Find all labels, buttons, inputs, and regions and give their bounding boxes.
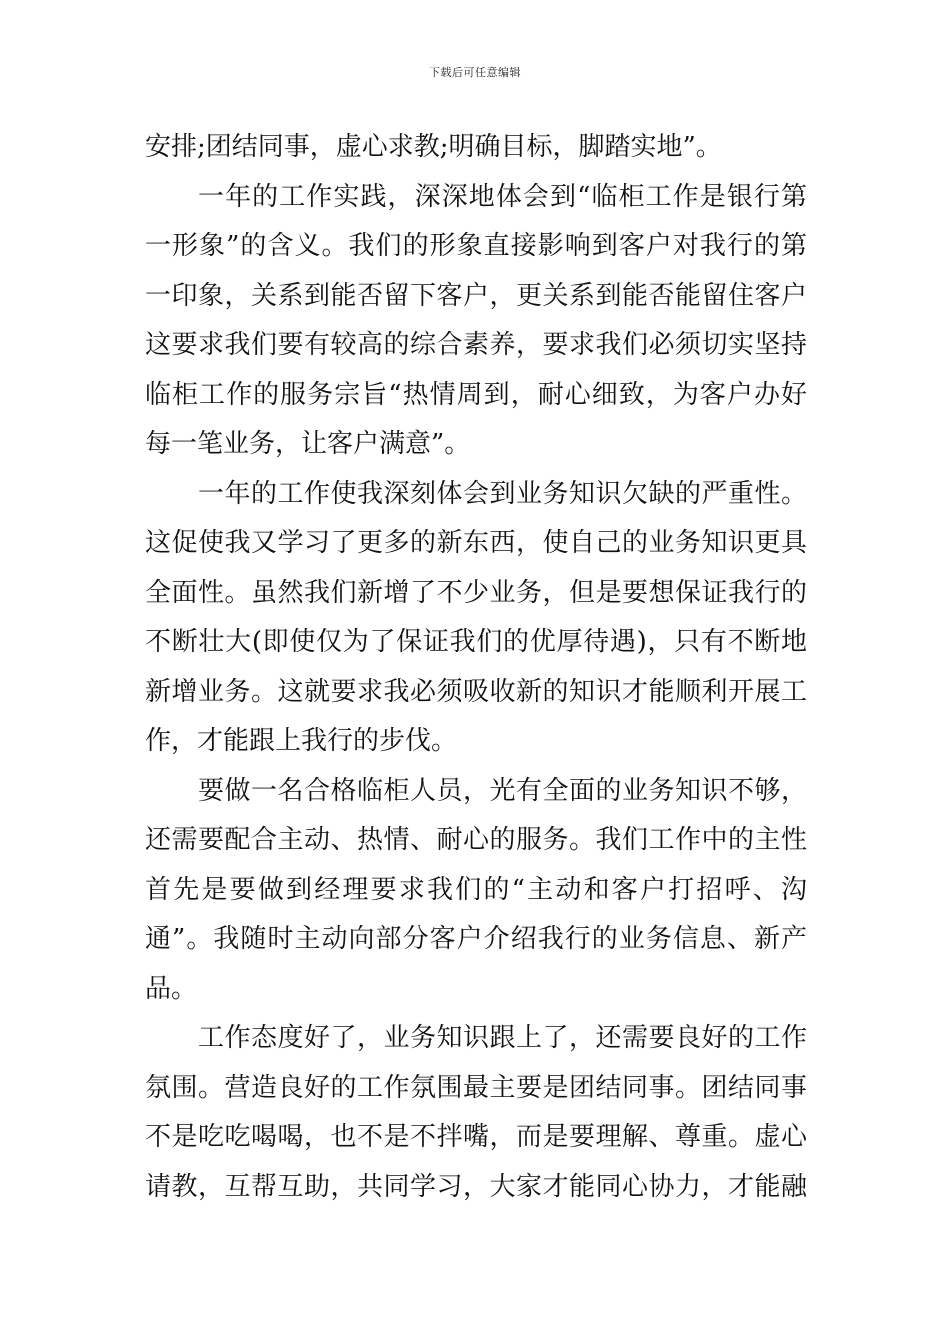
text-line: 首先是要做到经理要求我们的“主动和客户打招呼、沟 [145, 874, 807, 905]
text-line: 一印象，关系到能否留下客户，更关系到能否能留住客户 [145, 280, 807, 311]
text-line: 要做一名合格临柜人员，光有全面的业务知识不够， [198, 775, 807, 806]
page-header: 下载后可任意编辑 [429, 66, 521, 79]
text-line: 还需要配合主动、热情、耐心的服务。我们工作中的主性 [145, 825, 807, 855]
text-line: 临柜工作的服务宗旨“热情周到，耐心细致，为客户办好 [145, 379, 807, 410]
text-line: 一年的工作使我深刻体会到业务知识欠缺的严重性。 [198, 478, 807, 509]
text-line: 安排;团结同事，虚心求教;明确目标，脚踏实地”。 [145, 132, 722, 162]
text-line: 一年的工作实践，深深地体会到“临柜工作是银行第 [198, 181, 807, 212]
text-line: 请教，互帮互助，共同学习，大家才能同心协力，才能融 [145, 1171, 807, 1202]
text-line: 每一笔业务，让客户满意”。 [145, 429, 471, 459]
text-line: 工作态度好了，业务知识跟上了，还需要良好的工作 [198, 1023, 807, 1053]
text-line: 这要求我们要有较高的综合素养，要求我们必须切实坚持 [145, 330, 807, 360]
text-line: 新增业务。这就要求我必须吸收新的知识才能顺利开展工 [145, 676, 807, 707]
text-line: 氛围。营造良好的工作氛围最主要是团结同事。团结同事 [145, 1072, 807, 1103]
document-body [145, 130, 807, 1219]
text-line: 通”。我随时主动向部分客户介绍我行的业务信息、新产 [145, 924, 807, 954]
text-line: 品。 [145, 973, 198, 1004]
text-line: 一形象”的含义。我们的形象直接影响到客户对我行的第 [145, 231, 807, 261]
text-line: 作，才能跟上我行的步伐。 [145, 726, 458, 756]
text-line: 全面性。虽然我们新增了不少业务，但是要想保证我行的 [145, 577, 807, 608]
text-line: 这促使我又学习了更多的新东西，使自己的业务知识更具 [145, 528, 807, 558]
text-line: 不是吃吃喝喝，也不是不拌嘴，而是要理解、尊重。虚心 [145, 1122, 807, 1152]
text-line: 不断壮大(即使仅为了保证我们的优厚待遇)，只有不断地 [145, 627, 807, 657]
